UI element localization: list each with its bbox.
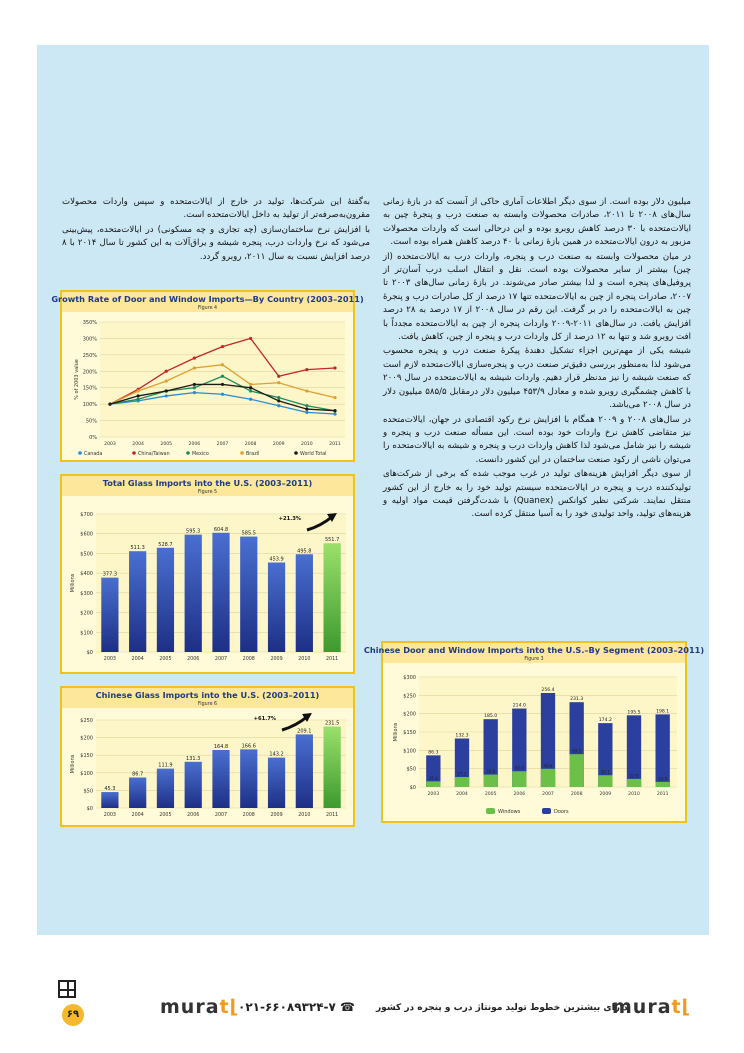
bar	[240, 749, 257, 808]
x-tick-label: 2004	[456, 792, 468, 797]
x-tick-label: 2003	[103, 813, 116, 818]
data-point	[221, 383, 224, 386]
bar	[324, 727, 341, 808]
y-axis-label: % of 2003 value	[74, 359, 80, 400]
chart-subtitle: Figure 5	[197, 490, 218, 495]
y-axis-label: Millions	[393, 722, 399, 742]
data-point	[305, 404, 308, 407]
x-tick-label: 2006	[187, 813, 200, 818]
annotation: +61.7%	[253, 716, 276, 722]
legend-label: Mexico	[192, 452, 209, 457]
legend-marker	[78, 451, 82, 455]
data-point	[305, 407, 308, 410]
legend-marker	[240, 451, 244, 455]
data-label: 604.8	[213, 526, 229, 533]
bar-chart	[62, 688, 353, 825]
legend-label: China/Taiwan	[138, 452, 170, 457]
bar	[296, 554, 313, 652]
data-point	[108, 403, 111, 406]
data-point	[193, 386, 196, 389]
y-tick-label: 100%	[82, 402, 97, 409]
x-tick-label: 2005	[484, 792, 497, 797]
y-tick-label: $200	[80, 610, 93, 617]
data-point	[277, 396, 280, 399]
x-tick-label: 2009	[270, 657, 283, 662]
data-label: 528.7	[158, 541, 173, 548]
data-point	[249, 337, 252, 340]
y-tick-label: $250	[403, 693, 416, 700]
y-tick-label: $100	[80, 770, 93, 777]
phone-icon: ☎	[340, 1000, 355, 1014]
data-label: 86.3	[428, 750, 439, 756]
data-point	[305, 411, 308, 414]
chart-figure-3	[363, 641, 705, 823]
bar-windows	[512, 771, 526, 787]
data-label: 22.0	[629, 773, 639, 779]
x-tick-label: 2007	[216, 442, 229, 447]
data-point	[333, 412, 336, 415]
data-label: 214.0	[512, 703, 526, 709]
y-tick-label: $50	[83, 788, 93, 795]
paragraph: در سال‌های ۲۰۰۸ و ۲۰۰۹ همگام با افزایش نرخ رکود اقتصادی در جهان، ایالات‌متحده نیز متقاضی کاهش نرخ واردات خود بوده است. این مسأله صنعت درب و پنجره و شیشه را نیز شامل می‌شود لذا کاهش واردات درب و پنجره و شیشه به ایالات‌متحده را می‌توان ناشی از رکود صنعت ساختمان در این کشور دانست.	[383, 414, 691, 465]
data-label: 131.3	[186, 755, 201, 762]
bar-windows	[598, 775, 612, 787]
legend-marker	[294, 451, 298, 455]
bar	[129, 551, 146, 652]
x-tick-label: 2010	[301, 442, 313, 447]
data-point	[277, 399, 280, 402]
chart-title: Total Glass Imports into the U.S. (2003–2011)	[102, 478, 313, 488]
stacked-bar-chart	[363, 643, 705, 821]
y-tick-label: $0	[86, 650, 93, 656]
bar-windows	[426, 781, 440, 787]
chart-figure-4	[51, 290, 364, 462]
brand-logo-right: murat⌊	[612, 996, 692, 1018]
phone-number	[238, 1000, 355, 1014]
data-label: 231.3	[570, 697, 584, 703]
bar	[101, 578, 118, 652]
legend-label: Brazil	[246, 452, 260, 457]
data-label: 111.9	[158, 762, 173, 769]
x-tick-label: 2008	[570, 792, 583, 797]
data-label: 45.3	[104, 786, 116, 793]
data-label: 495.8	[297, 548, 312, 555]
x-tick-label: 2011	[326, 813, 339, 818]
article-left-column	[62, 196, 370, 265]
y-tick-label: $400	[80, 571, 93, 578]
bar	[185, 762, 202, 808]
data-point	[249, 383, 252, 386]
paragraph: از سوی دیگر افزایش هزینه‌های تولید در غرب موجب شده که برخی از شرکت‌های تولیدکننده درب و پنجره در ایالات‌متحده سیستم تولید خود را به خارج از این کشور منتقل نمایند. شرکتی نظیر کوانکس (Quanex) با شدت‌گرفتن قیمت مواد اولیه و هزینه‌های تولید، واحد تولیدی خود را به آسیا منتقل کرده است.	[383, 469, 691, 520]
y-tick-label: $50	[406, 766, 416, 773]
legend-marker	[186, 451, 190, 455]
data-label: 551.7	[324, 537, 340, 544]
data-point	[249, 398, 252, 401]
bar	[240, 537, 257, 652]
bar	[324, 543, 341, 652]
page-footer	[0, 960, 744, 1053]
x-tick-label: 2011	[329, 442, 341, 447]
page-badge: ۶۹	[62, 1004, 84, 1026]
chart-figure-5	[60, 474, 355, 674]
x-tick-label: 2004	[132, 442, 144, 447]
data-label: 33.8	[486, 769, 496, 775]
plot-area	[100, 322, 345, 437]
magazine-logo	[40, 978, 102, 1030]
x-tick-label: 2004	[131, 813, 144, 818]
window-icon	[58, 980, 76, 998]
data-point	[277, 404, 280, 407]
data-label: 143.2	[269, 751, 284, 758]
data-label: 511.3	[130, 545, 145, 552]
y-tick-label: $200	[80, 735, 93, 742]
data-label: 15.4	[428, 775, 438, 781]
line-chart	[51, 292, 364, 460]
article-right-column	[383, 196, 691, 523]
bar	[157, 769, 174, 808]
footer-tagline: دارای بیشترین خطوط تولید مونتاژ درب و پنجره در کشور	[376, 1003, 628, 1013]
chart-subtitle: Figure 6	[197, 702, 218, 707]
y-tick-label: $0	[409, 785, 416, 791]
x-tick-label: 2005	[159, 813, 172, 818]
x-tick-label: 2010	[298, 657, 311, 662]
y-tick-label: $150	[80, 753, 93, 760]
data-label: 14.0	[658, 776, 668, 782]
y-tick-label: $300	[80, 590, 93, 597]
y-tick-label: 250%	[82, 352, 97, 359]
data-label: 198.1	[656, 709, 670, 715]
data-point	[193, 357, 196, 360]
bar-windows	[627, 779, 641, 787]
data-point	[193, 383, 196, 386]
paragraph: شیشه یکی از مهم‌ترین اجزاء تشکیل دهندهٔ پیکرهٔ صنعت درب و پنجره محسوب می‌شود لذا به‌منظور بررسی دقیق‌تر صنعت درب و پنجره‌سازی ایالات‌متحده لازم است که صنعت شیشه را نیز مدنظر قرار دهیم. واردات شیشه به ایالات‌متحده در سال ۲۰۰۹ با کاهش چشمگیری روبرو شده و معادل ۴۵۳/۹ میلیون دلار درمقابل ۵۸۵/۵ میلیون دلار در سال ۲۰۰۸ می‌باشد.	[383, 346, 691, 411]
legend-label: Windows	[498, 809, 521, 815]
data-label: 164.8	[213, 743, 229, 750]
data-label: 49.6	[543, 763, 553, 769]
bar	[268, 758, 285, 808]
paragraph: به‌گفتهٔ این شرکت‌ها، تولید در خارج از ایالات‌متحده و سپس واردات محصولات مقرون‌به‌صرفه‌تر از تولید به داخل ایالات‌متحده است.	[62, 197, 370, 221]
data-point	[277, 375, 280, 378]
data-point	[333, 366, 336, 369]
bar	[101, 792, 118, 808]
data-point	[137, 398, 140, 401]
y-tick-label: $700	[80, 512, 93, 518]
x-tick-label: 2011	[656, 792, 669, 797]
bar	[268, 563, 285, 652]
x-tick-label: 2005	[160, 442, 173, 447]
x-tick-label: 2003	[103, 657, 116, 662]
y-tick-label: $200	[403, 711, 416, 718]
y-tick-label: $500	[80, 551, 93, 558]
y-tick-label: 150%	[82, 385, 97, 392]
legend-label: Doors	[554, 809, 569, 815]
x-tick-label: 2008	[242, 657, 255, 662]
data-point	[305, 368, 308, 371]
x-tick-label: 2011	[326, 657, 339, 662]
x-tick-label: 2005	[159, 657, 172, 662]
data-label: 43.0	[514, 765, 524, 771]
data-label: 256.4	[541, 687, 555, 693]
bar	[296, 734, 313, 808]
y-tick-label: $0	[86, 806, 93, 812]
data-label: 86.7	[132, 771, 144, 778]
paragraph: در میان محصولات وابسته به صنعت درب و پنجره، واردات درب به ایالات‌متحده (از چین) بیشتر از سایر محصولات بوده است. نقل و انتقال اسلب درب آسان‌تر از پروفیل‌های پنجره است و لذا بیشتر صادر می‌شوند. در بازهٔ زمانی سال‌های ۲۰۰۳ تا ۲۰۰۷، صادرات پنجره از چین به ایالات‌متحده تنها ۱۷ درصد از کل صادرات درب و پنجرهٔ چین به ایالات‌متحده را در بر گرفت. این رقم در سال ۲۰۰۸ از ۱۷ درصد به ۲۸ درصد افزایش یافت. در سال‌های ۲۰۱۱-۲۰۰۹ واردات پنجره از چین به ایالات‌متحده مجدداً با افت روبرو شد و تنها به ۱۲ درصد از کل واردات درب و پنجره از چین، کاهش یافت.	[383, 251, 692, 343]
y-tick-label: 350%	[82, 320, 97, 326]
bar-windows	[656, 782, 670, 787]
data-point	[249, 389, 252, 392]
x-tick-label: 2007	[214, 657, 228, 662]
x-tick-label: 2006	[513, 792, 526, 797]
data-point	[137, 389, 140, 392]
chart-title: Chinese Door and Window Imports into the U.S.–By Segment (2003–2011)	[363, 645, 705, 655]
chart-title: Chinese Glass Imports into the U.S. (2003–2011)	[95, 690, 320, 700]
x-tick-label: 2009	[272, 442, 285, 447]
data-label: 195.5	[627, 710, 641, 716]
y-tick-label: 50%	[85, 418, 97, 425]
data-label: 595.3	[186, 528, 201, 535]
y-axis-label: Millions	[70, 754, 76, 774]
x-tick-label: 2003	[427, 792, 440, 797]
x-tick-label: 2003	[104, 442, 116, 447]
x-tick-label: 2010	[298, 813, 311, 818]
y-tick-label: $100	[80, 630, 93, 637]
bar	[212, 750, 229, 808]
x-tick-label: 2006	[187, 657, 200, 662]
x-tick-label: 2009	[270, 813, 283, 818]
chart-figure-6	[60, 686, 355, 827]
y-tick-label: $600	[80, 531, 93, 538]
data-label: 132.3	[455, 733, 469, 739]
data-point	[333, 409, 336, 412]
bar-windows	[541, 769, 555, 787]
legend-label: World Total	[300, 452, 327, 457]
legend-marker	[486, 808, 495, 814]
data-point	[193, 366, 196, 369]
bar-windows	[484, 775, 498, 787]
data-label: 231.5	[324, 720, 340, 727]
data-label: 453.9	[269, 556, 284, 563]
bar	[157, 548, 174, 652]
paragraph: با افزایش نرخ ساختمان‌سازی (چه تجاری و چه مسکونی) در ایالات‌متحده، پیش‌بینی می‌شود که نرخ واردات درب، پنجره شیشه و یراق‌آلات به این کشور تا سال ۲۰۱۴ با ۸ درصد افزایش نسبت به سال ۲۰۱۱، روبرو گردد.	[62, 224, 370, 262]
data-label: 174.2	[598, 718, 612, 724]
data-point	[221, 375, 224, 378]
data-label: 185.0	[484, 714, 498, 720]
data-label: 166.6	[241, 743, 256, 750]
paragraph: میلیون دلار بوده است. از سوی دیگر اطلاعات آماری حاکی از آنست که در بازهٔ زمانی سال‌های ۲۰۰۸ تا ۲۰۱۱، صادرات محصولات وابسته به صنعت درب و پنجرهٔ چین به ایالات‌متحده با ۳۰ درصد کاهش روبرو بوده و این درحالی است که واردات محصولات مزبور به درون ایالات‌متحده در همین بازهٔ زمانی با ۴۰ درصد کاهش همراه بوده است.	[383, 197, 692, 248]
x-tick-label: 2007	[214, 813, 228, 818]
data-label: 585.5	[241, 530, 256, 537]
brand-logo-left: murat⌊	[160, 996, 240, 1018]
data-point	[249, 386, 252, 389]
data-label: 32.1	[600, 769, 610, 775]
data-label: 27.2	[457, 771, 467, 777]
x-tick-label: 2010	[628, 792, 640, 797]
data-point	[193, 391, 196, 394]
data-point	[165, 370, 168, 373]
x-tick-label: 2007	[542, 792, 554, 797]
data-point	[165, 389, 168, 392]
x-tick-label: 2008	[242, 813, 255, 818]
legend-marker	[132, 451, 136, 455]
data-label: 377.3	[102, 571, 118, 578]
y-axis-label: Millions	[70, 573, 76, 593]
bar	[212, 533, 229, 652]
y-tick-label: 200%	[82, 369, 97, 376]
data-point	[221, 363, 224, 366]
legend-label: Canada	[84, 452, 103, 457]
y-tick-label: 0%	[89, 435, 97, 441]
bar	[185, 535, 202, 652]
chart-subtitle: Figure 3	[524, 657, 544, 662]
data-label: 89.5	[572, 748, 582, 754]
data-point	[221, 393, 224, 396]
x-tick-label: 2008	[244, 442, 257, 447]
y-tick-label: $300	[403, 675, 416, 681]
data-point	[165, 380, 168, 383]
data-point	[165, 394, 168, 397]
y-tick-label: $250	[80, 718, 93, 724]
y-tick-label: 300%	[82, 336, 97, 343]
chart-subtitle: Figure 4	[197, 306, 218, 311]
data-label: 209.1	[297, 728, 312, 735]
annotation: +21.3%	[278, 516, 301, 522]
bar-chart	[62, 476, 353, 672]
bar-windows	[570, 754, 584, 787]
x-tick-label: 2006	[188, 442, 201, 447]
data-point	[305, 389, 308, 392]
data-point	[221, 345, 224, 348]
y-tick-label: $150	[403, 730, 416, 736]
data-point	[277, 381, 280, 384]
legend-marker	[542, 808, 551, 814]
y-tick-label: $100	[403, 748, 416, 755]
data-point	[137, 394, 140, 397]
bar	[129, 777, 146, 808]
x-tick-label: 2004	[131, 657, 144, 662]
bar-windows	[455, 777, 469, 787]
phone-text: ۰۲۱-۶۶۰۸۹۳۲۴-۷	[238, 1000, 336, 1014]
chart-title: Growth Rate of Door and Window Imports—By Country (2003–2011)	[51, 294, 364, 304]
x-tick-label: 2009	[599, 792, 612, 797]
data-point	[333, 396, 336, 399]
